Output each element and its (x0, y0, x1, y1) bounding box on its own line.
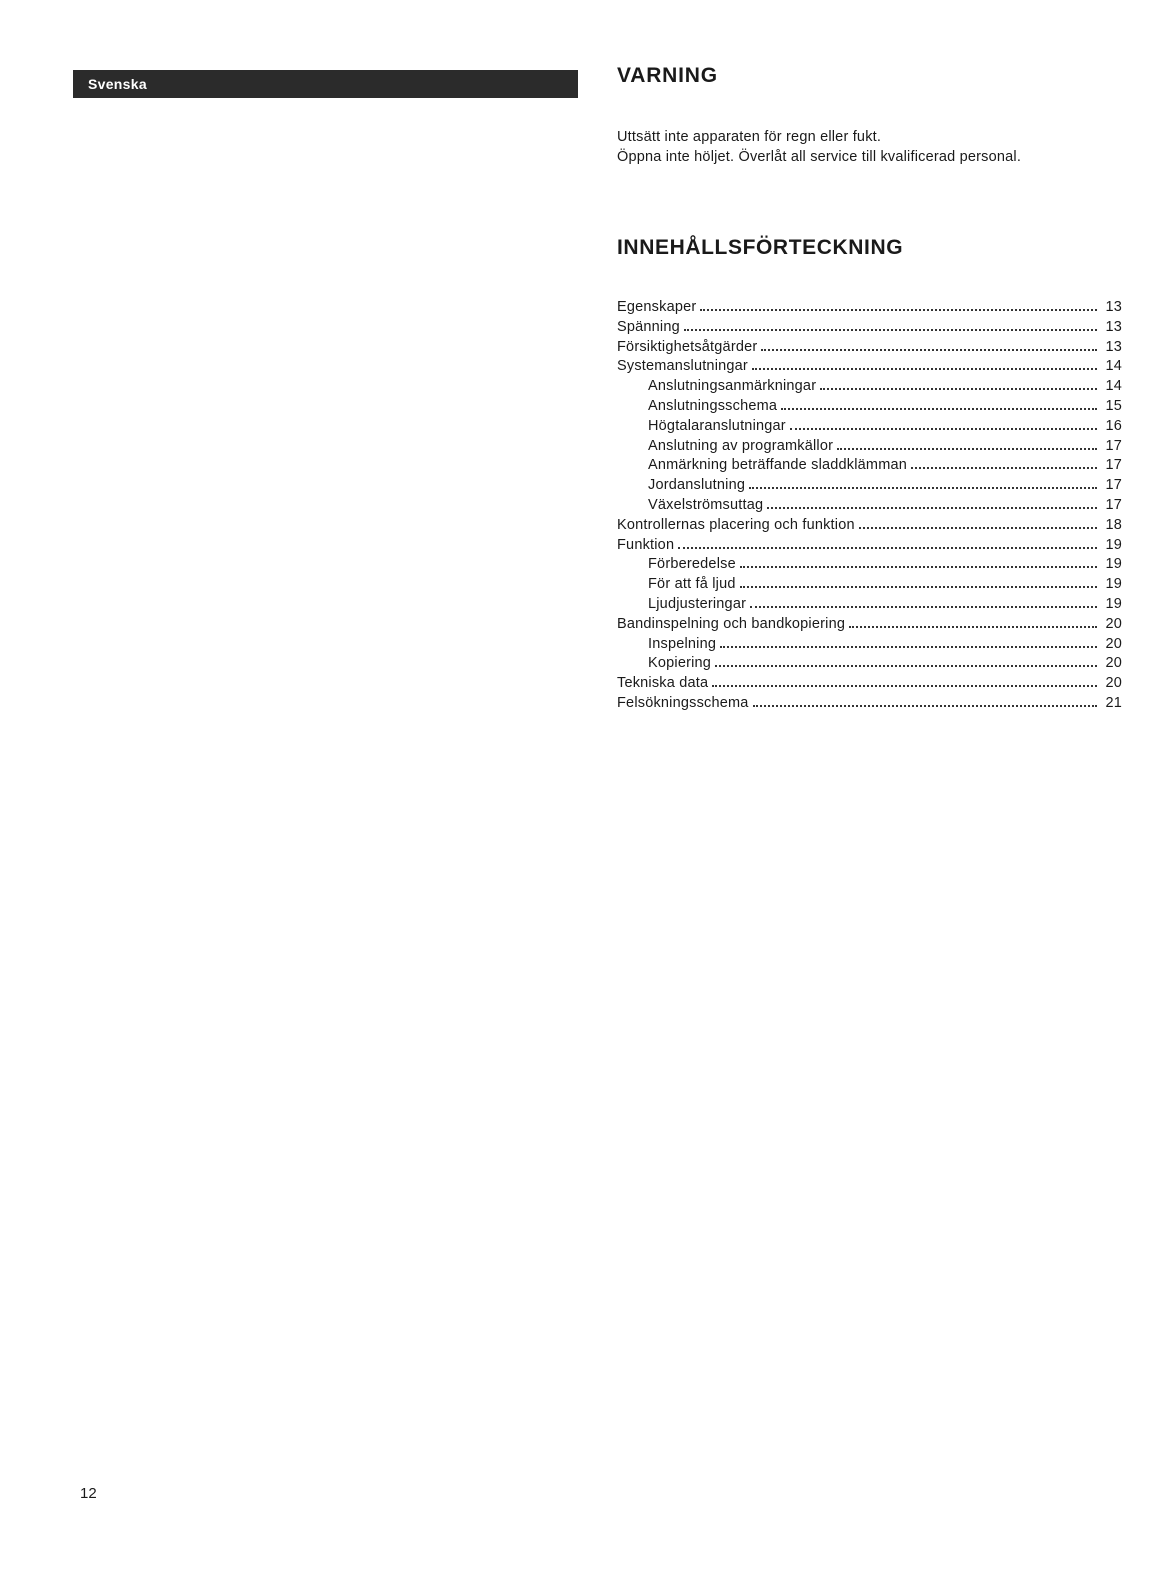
toc-dot-leader (837, 448, 1097, 450)
toc-entry-page: 20 (1105, 675, 1122, 692)
toc-entry-page: 14 (1105, 358, 1122, 375)
toc-entry (617, 437, 1122, 457)
toc-dot-leader (790, 428, 1097, 430)
toc-dot-leader (820, 388, 1097, 390)
toc-dot-leader (752, 368, 1097, 370)
toc-entry (617, 476, 1122, 496)
toc-entry-label: Förberedelse (648, 556, 736, 573)
toc-entry (617, 318, 1122, 338)
toc-entry-page: 19 (1105, 595, 1122, 612)
toc-entry-label: Försiktighetsåtgärder (617, 338, 758, 355)
toc-entry (617, 298, 1122, 318)
toc-entry (617, 674, 1122, 694)
toc-entry (617, 456, 1122, 476)
toc-entry-label: Anslutningsschema (648, 397, 778, 414)
toc-title: INNEHÅLLSFÖRTECKNING (617, 236, 904, 259)
toc-entry-label: Högtalaranslutningar (648, 417, 786, 434)
toc-entry-page: 18 (1105, 516, 1122, 533)
toc-entry-page: 13 (1105, 318, 1122, 335)
language-tab-label: Svenska (88, 76, 147, 92)
toc-entry-page: 17 (1105, 496, 1122, 513)
toc-entry-label: Anslutningsanmärkningar (648, 378, 817, 395)
toc-dot-leader (781, 408, 1097, 410)
toc-entry (617, 654, 1122, 674)
toc-entry (617, 694, 1122, 714)
toc-entry-label: Anmärkning beträffande sladdklämman (648, 457, 908, 474)
toc-dot-leader (678, 547, 1097, 549)
toc-entry-label: Kopiering (648, 655, 712, 672)
toc-dot-leader (753, 705, 1097, 707)
toc-entry (617, 496, 1122, 516)
toc-dot-leader (684, 329, 1097, 331)
toc-dot-leader (761, 349, 1097, 351)
toc-entry (617, 595, 1122, 615)
toc-entry-page: 17 (1105, 437, 1122, 454)
toc-dot-leader (750, 606, 1097, 608)
toc-entry (617, 338, 1122, 358)
toc-entry-page: 20 (1105, 635, 1122, 652)
toc-dot-leader (700, 309, 1097, 311)
toc-entry-label: Funktion (617, 536, 675, 553)
toc-entry-label: Kontrollernas placering och funktion (617, 516, 855, 533)
toc-entry-label: Inspelning (648, 635, 717, 652)
toc-entry-page: 17 (1105, 477, 1122, 494)
warning-text (617, 127, 1021, 167)
toc-entry (617, 377, 1122, 397)
toc-entry (617, 555, 1122, 575)
toc-dot-leader (859, 527, 1097, 529)
toc-entry-page: 15 (1105, 397, 1122, 414)
toc-entry-page: 20 (1105, 655, 1122, 672)
toc-entry-label: Anslutning av programkällor (648, 437, 834, 454)
toc-entry (617, 536, 1122, 556)
toc-entry-page: 21 (1105, 694, 1122, 711)
toc-entry-page: 19 (1105, 556, 1122, 573)
toc-entry-label: Spänning (617, 318, 680, 335)
language-tab (73, 70, 578, 98)
toc-entry (617, 575, 1122, 595)
toc-entry-label: Ljudjusteringar (648, 595, 747, 612)
toc-entry-label: Jordanslutning (648, 477, 746, 494)
toc-dot-leader (740, 586, 1097, 588)
toc-dot-leader (720, 646, 1097, 648)
toc-entry-label: För att få ljud (648, 576, 736, 593)
toc-entry-label: Tekniska data (617, 675, 709, 692)
toc-entry-page: 13 (1105, 338, 1122, 355)
toc-entry (617, 397, 1122, 417)
toc-entry-page: 17 (1105, 457, 1122, 474)
toc-entry-page: 13 (1105, 299, 1122, 315)
warning-line: Öppna inte höljet. Överlåt all service till kvalificerad personal. (617, 149, 1022, 165)
toc-entry-label: Systemanslutningar (617, 358, 748, 375)
toc-entry-label: Bandinspelning och bandkopiering (617, 615, 846, 632)
toc-dot-leader (749, 487, 1097, 489)
toc-entry-page: 19 (1105, 576, 1122, 593)
toc-entry-label: Egenskaper (617, 299, 697, 315)
toc-entry (617, 417, 1122, 437)
toc-entry (617, 635, 1122, 655)
page-number: 12 (80, 1485, 97, 1502)
toc-dot-leader (715, 665, 1097, 667)
warning-line: Uttsätt inte apparaten för regn eller fukt. (617, 129, 882, 145)
toc-entry-page: 16 (1105, 417, 1122, 434)
toc-dot-leader (712, 685, 1097, 687)
toc-entry (617, 615, 1122, 635)
toc-entry-label: Felsökningsschema (617, 694, 749, 711)
toc-dot-leader (740, 566, 1097, 568)
table-of-contents (617, 298, 1122, 714)
toc-entry-page: 19 (1105, 536, 1122, 553)
toc-dot-leader (767, 507, 1097, 509)
toc-entry-page: 20 (1105, 615, 1122, 632)
toc-dot-leader (911, 467, 1097, 469)
toc-entry-page: 14 (1105, 378, 1122, 395)
toc-entry (617, 357, 1122, 377)
toc-entry-label: Växelströmsuttag (648, 496, 764, 513)
toc-dot-leader (849, 626, 1097, 628)
warning-title: VARNING (617, 64, 718, 87)
toc-entry (617, 516, 1122, 536)
